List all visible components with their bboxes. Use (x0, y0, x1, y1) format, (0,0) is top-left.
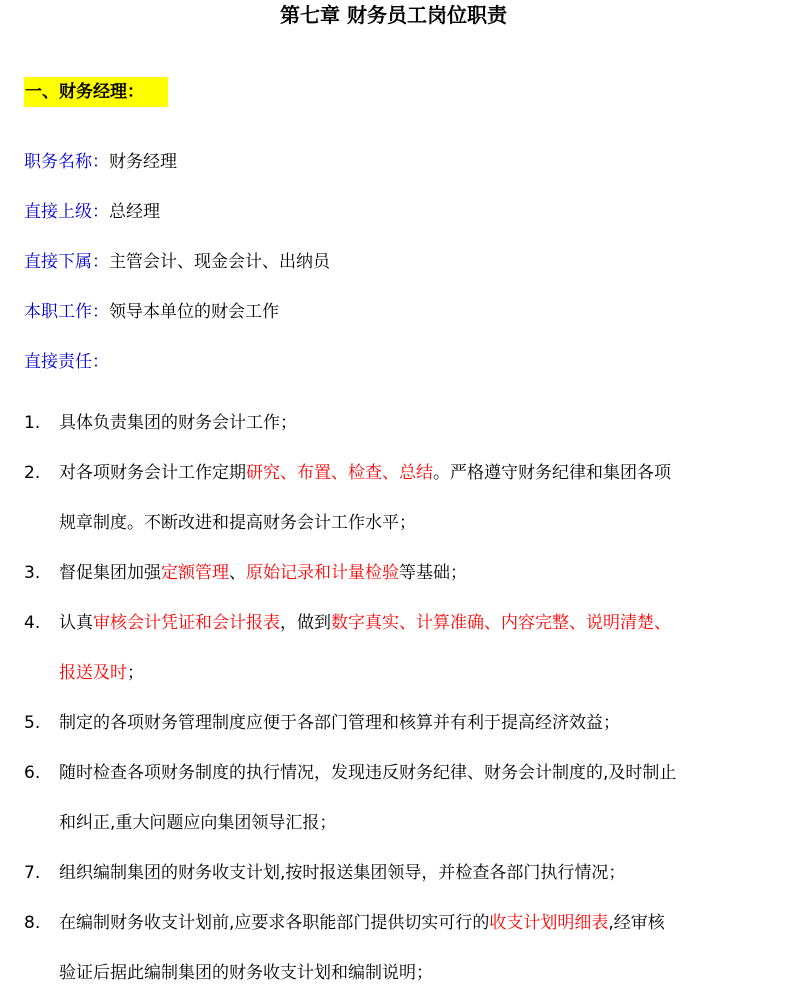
duty-item (24, 448, 764, 548)
duty-text: 在编制财务收支计划前,应要求各职能部门提供切实可行的 (59, 913, 490, 933)
duty-number: 3. (24, 563, 41, 583)
field-value: 总经理 (109, 202, 160, 222)
field-job-title (24, 150, 177, 174)
duty-text: 制定的各项财务管理制度应便于各部门管理和核算并有利于提高经济效益； (59, 713, 620, 733)
duty-text: 督促集团加强 (59, 563, 161, 583)
duty-emphasis-text: 数字真实、计算准确、内容完整、说明清楚、 (331, 613, 671, 633)
duty-list (24, 398, 764, 998)
duty-text: 具体负责集团的财务会计工作； (59, 413, 297, 433)
field-direct-responsibilities (24, 350, 109, 374)
duty-line (59, 798, 764, 848)
duty-number: 5. (24, 713, 41, 733)
duty-text: 认真 (59, 613, 93, 633)
field-main-work (24, 300, 279, 324)
duty-text: 验证后据此编制集团的财务收支计划和编制说明； (59, 963, 433, 983)
field-label: 职务名称： (24, 152, 109, 172)
section-heading: 一、财务经理： (24, 77, 168, 107)
field-label: 直接责任： (24, 352, 109, 372)
duty-text: 。严格遵守财务纪律和集团各项 (433, 463, 671, 483)
duty-line (59, 898, 764, 948)
field-label: 直接上级： (24, 202, 109, 222)
field-label: 本职工作： (24, 302, 109, 322)
duty-emphasis-text: 研究、布置、检查、总结 (246, 463, 433, 483)
duty-text: 随时检查各项财务制度的执行情况，发现违反财务纪律、财务会计制度的,及时制止 (59, 763, 677, 783)
duty-emphasis-text: 报送及时 (59, 663, 127, 683)
duty-text: ，做到 (280, 613, 331, 633)
duty-item (24, 598, 764, 698)
duty-line (59, 398, 764, 448)
duty-item (24, 548, 764, 598)
duty-item (24, 748, 764, 848)
duty-text: 组织编制集团的财务收支计划,按时报送集团领导，并检查各部门执行情况； (59, 863, 626, 883)
field-label: 直接下属： (24, 252, 109, 272)
duty-text: ,经审核 (608, 913, 665, 933)
duty-line (59, 848, 764, 898)
field-direct-subordinates (24, 250, 330, 274)
duty-item (24, 698, 764, 748)
duty-emphasis-text: 收支计划明细表 (489, 913, 609, 933)
duty-number: 8. (24, 913, 41, 933)
duty-line (59, 948, 764, 998)
duty-item (24, 898, 764, 998)
duty-text: 等基础； (399, 563, 467, 583)
duty-line (59, 748, 764, 798)
duty-line (59, 648, 764, 698)
chapter-title: 第七章 财务员工岗位职责 (280, 3, 507, 27)
field-direct-superior (24, 200, 160, 224)
duty-number: 4. (24, 613, 41, 633)
duty-line (59, 598, 764, 648)
duty-number: 6. (24, 763, 41, 783)
duty-emphasis-text: 定额管理 (161, 563, 229, 583)
duty-line (59, 448, 764, 498)
duty-text: ； (127, 663, 144, 683)
duty-number: 1. (24, 413, 41, 433)
field-value: 主管会计、现金会计、出纳员 (109, 252, 330, 272)
field-value: 领导本单位的财会工作 (109, 302, 279, 322)
duty-emphasis-text: 原始记录和计量检验 (246, 563, 399, 583)
duty-text: 对各项财务会计工作定期 (59, 463, 246, 483)
duty-number: 7. (24, 863, 41, 883)
duty-emphasis-text: 审核会计凭证和会计报表 (93, 613, 280, 633)
duty-text: 和纠正,重大问题应向集团领导汇报； (59, 813, 337, 833)
duty-text: 规章制度。不断改进和提高财务会计工作水平； (59, 513, 416, 533)
duty-line (59, 548, 764, 598)
duty-line (59, 698, 764, 748)
field-value: 财务经理 (109, 152, 177, 172)
duty-number: 2. (24, 463, 41, 483)
duty-item (24, 398, 764, 448)
duty-line (59, 498, 764, 548)
duty-item (24, 848, 764, 898)
duty-text: 、 (229, 563, 246, 583)
